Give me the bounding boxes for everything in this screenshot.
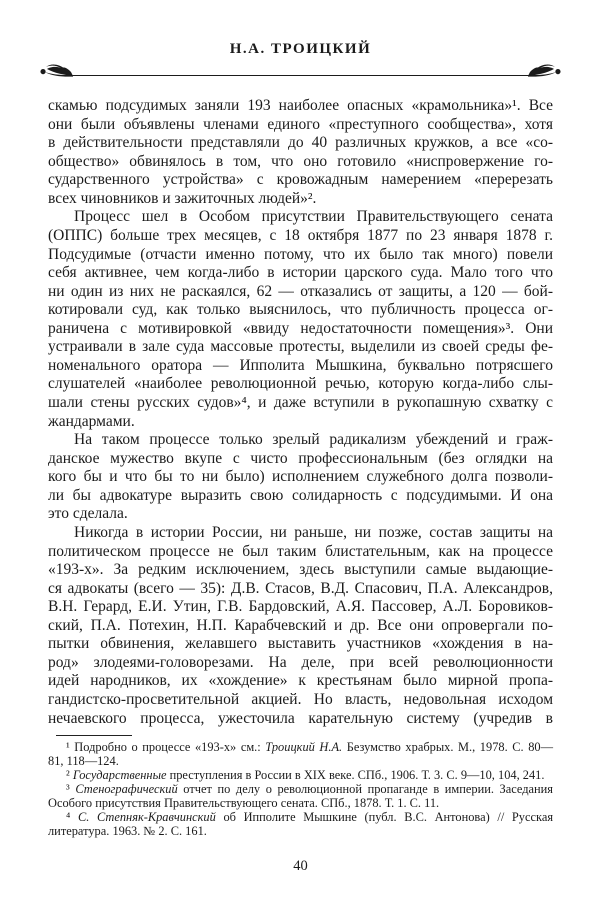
body-line: политическом процессе не был таким блистательным, как на процессе bbox=[48, 542, 553, 560]
body-line: жандармами. bbox=[48, 412, 135, 430]
flourish-right-icon bbox=[527, 64, 561, 83]
body-line: Процесс шел в Особом присутствии Правительствующего сената bbox=[74, 208, 553, 226]
body-text bbox=[48, 97, 553, 728]
footnote-text: Безумство храбрых. М., 1978. С. 80— bbox=[342, 740, 553, 755]
body-line: ский, П.А. Потехин, Н.П. Карабчевский и др. Все они опровергали по- bbox=[48, 616, 553, 634]
paragraph bbox=[48, 431, 553, 524]
body-line: нечаевского процесса, ужесточила карательную систему (учредив в bbox=[48, 709, 553, 727]
body-line: всех чиновников и зажиточных людей»². bbox=[48, 189, 317, 207]
footnote-cited-author: Стенографический bbox=[75, 781, 178, 796]
footnote bbox=[48, 811, 553, 839]
body-line: гандистско-просветительной акцией. Но власть, недовольная исходом bbox=[48, 691, 553, 708]
body-line: На таком процессе только зрелый радикализм убеждений и граж- bbox=[74, 431, 553, 449]
footnote-separator bbox=[56, 735, 132, 736]
footnote-text: преступления в России в XIX веке. СПб., 1906. Т. 3. С. 9—10, 104, 241. bbox=[166, 767, 545, 782]
body-line: скамью подсудимых заняли 193 наиболее опасных «крамольника»¹. Все bbox=[48, 97, 553, 114]
body-line: идей народников, их «хождение» к крестьянам было мирной пропа- bbox=[48, 672, 553, 690]
footnote-text: Особого присутствия Правительствующего сената. СПб., 1878. Т. 1. С. 11. bbox=[48, 795, 440, 810]
body-line: В.Н. Герард, Е.И. Утин, Г.В. Бардовский, А.Я. Пассовер, А.Л. Боровиков- bbox=[48, 598, 553, 616]
body-line: ли бы адвокатуре выразить свою солидарность с подсудимыми. И она bbox=[48, 486, 553, 504]
footnote bbox=[48, 783, 553, 811]
body-line: устраивали в зале суда массовые протесты, выделили из своей среды фе- bbox=[48, 338, 553, 356]
paragraph bbox=[48, 524, 553, 728]
body-line: данское мужество вкупе с чисто профессиональным (без оглядки на bbox=[48, 449, 553, 467]
footnote-text: ² bbox=[66, 767, 73, 782]
body-line: кого бы и что бы то ни было) исполнением служебного долга позволи- bbox=[48, 468, 553, 486]
body-line: себя активнее, чем когда-либо в истории царского суда. Мало того что bbox=[48, 264, 553, 282]
body-line: слушателей «наиболее революционной речью, которую когда-либо слы- bbox=[48, 375, 553, 393]
footnote-line bbox=[48, 755, 553, 769]
footnote-text: ³ bbox=[66, 781, 76, 796]
footnote-text: литература. 1963. № 2. С. 161. bbox=[48, 823, 207, 838]
footnote bbox=[48, 769, 553, 783]
page-number: 40 bbox=[293, 858, 308, 875]
body-line: это сделала. bbox=[48, 505, 128, 523]
flourish-left-icon bbox=[40, 64, 74, 83]
footnote-cited-author: Государственные bbox=[72, 767, 167, 782]
body-line: Никогда в истории России, ни раньше, ни позже, состав защиты на bbox=[74, 523, 553, 541]
body-line: в действительности представляли до 40 различных кружков, а все «со- bbox=[48, 134, 553, 152]
body-line: номенального оратора — Ипполита Мышкина, буквально потрясшего bbox=[48, 356, 553, 374]
body-line: раничена с мотивировкой «ввиду недостаточности помещения»³. Они bbox=[48, 319, 553, 337]
paragraph bbox=[48, 208, 553, 431]
footnote-line bbox=[48, 769, 553, 783]
body-line: сударственного устройства» с кровожадным намерением «перерезать bbox=[48, 171, 553, 189]
footnotes bbox=[48, 741, 553, 838]
footnote-line bbox=[48, 811, 553, 825]
footnote-line bbox=[48, 797, 553, 811]
paragraph bbox=[48, 97, 553, 208]
running-head-author: Н.А. ТРОИЦКИЙ bbox=[229, 41, 372, 57]
body-line: ся адвокаты (всего — 35): Д.В. Стасов, В.Д. Спасович, П.А. Александров, bbox=[48, 579, 553, 597]
footnote bbox=[48, 741, 553, 769]
body-line: котировали суд, как только выяснилось, что публичность процесса ог- bbox=[48, 301, 553, 319]
footnote-text: отчет по делу о революционной пропаганде в империи. Заседания bbox=[177, 781, 553, 796]
footnote-text: ¹ Подробно о процессе «193-х» см.: bbox=[66, 740, 266, 755]
body-line: Подсудимые (отчасти именно потому, что их было так много) повели bbox=[48, 245, 553, 263]
footnote-cited-author: С. Степняк-Кравчинский bbox=[77, 809, 216, 824]
body-line: (ОППС) больше трех месяцев, с 18 октября 1877 по 23 января 1878 г. bbox=[48, 226, 553, 244]
body-line: род» злодеями-головорезами. На деле, при всей революционности bbox=[48, 653, 553, 671]
body-line: ни один из них не раскаялся, 62 — отказались от защиты, а 120 — бой- bbox=[48, 282, 553, 300]
footnote-cited-author: Троицкий Н.А. bbox=[265, 740, 343, 755]
body-line: пытки обвинения, желавшего выставить участников «хождения в на- bbox=[48, 635, 553, 653]
body-line: они были объявлены членами единого «преступного сообщества», хотя bbox=[48, 115, 553, 133]
body-line: «193-х». За редким исключением, здесь выступили самые выдающие- bbox=[48, 561, 553, 579]
footnote-line bbox=[48, 825, 553, 839]
header-rule bbox=[48, 64, 553, 84]
footnote-text: 81, 118—124. bbox=[48, 754, 119, 769]
footnote-text: ⁴ bbox=[66, 809, 78, 824]
footnote-line bbox=[48, 741, 553, 755]
body-line: шали стены русских судов»⁴, и даже вступили в рукопашную схватку с bbox=[48, 394, 553, 411]
header-rule-line bbox=[60, 75, 541, 76]
footnote-text: об Ипполите Мышкине (публ. В.С. Антонова) // Русская bbox=[215, 809, 554, 824]
footnote-line bbox=[48, 783, 553, 797]
body-line: общество» обвинялось в том, что оно готовило «ниспровержение го- bbox=[48, 152, 553, 170]
